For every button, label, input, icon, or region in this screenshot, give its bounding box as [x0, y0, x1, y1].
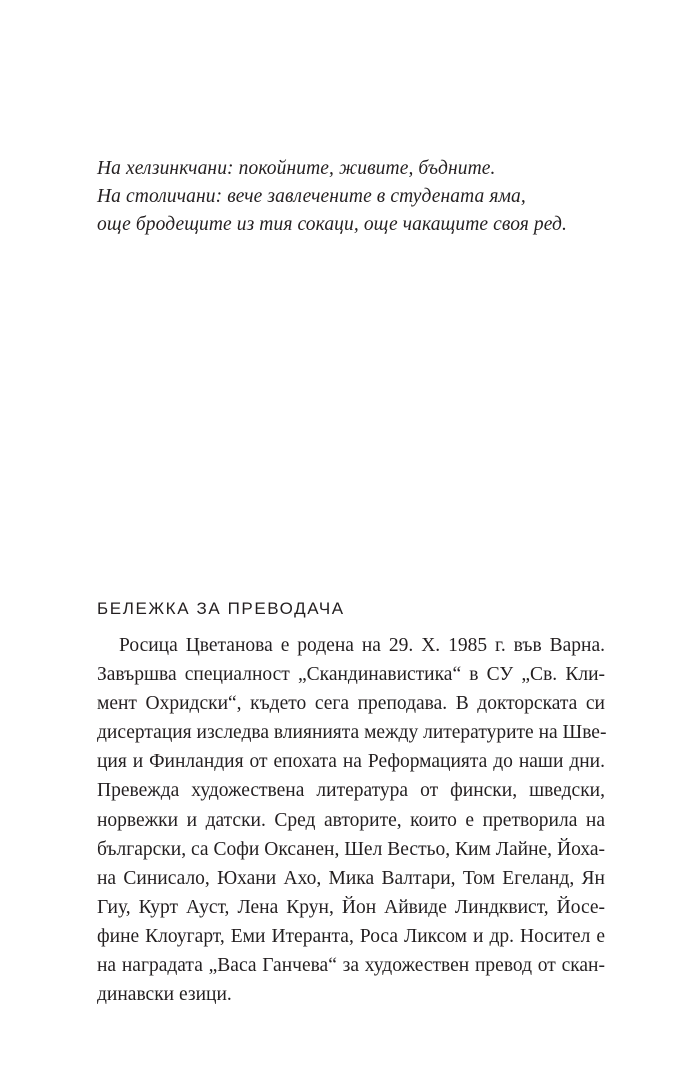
bio-line: норвежки и датски. Сред авторите, които е претворила на — [97, 809, 605, 831]
bio-line: на наградата „Васа Ганчева“ за художествен превод от скан- — [97, 955, 605, 977]
epigraph-line: още бродещите из тия сокаци, още чакащите своя ред. — [97, 214, 567, 235]
bio-line: дисертация изследва влиянията между литературите на Шве- — [97, 722, 607, 744]
bio-line: фине Клоугарт, Еми Итеранта, Роса Ликсом и др. Носител е — [97, 925, 605, 947]
bio-line: Гиу, Курт Ауст, Лена Крун, Йон Айвиде Линдквист, Йосе- — [97, 896, 605, 918]
bio-line: на Синисало, Юхани Ахо, Мика Валтари, Том Егеланд, Ян — [97, 867, 605, 889]
translator-note-heading: БЕЛЕЖКА ЗА ПРЕВОДАЧА — [97, 599, 345, 618]
epigraph-line: На хелзинкчани: покойните, живите, бъдните. — [97, 158, 496, 179]
bio-line: динавски езици. — [97, 984, 232, 1006]
bio-line: мент Охридски“, където сега преподава. В докторската си — [97, 693, 605, 715]
bio-line: български, са Софи Оксанен, Шел Вестьо, Ким Лайне, Йоха- — [97, 838, 605, 860]
translator-bio-paragraph — [97, 631, 605, 1009]
bio-line: Превежда художествена литература от фински, шведски, — [97, 780, 605, 802]
bio-line: Росица Цветанова е родена на 29. X. 1985 г. във Варна. — [119, 635, 605, 656]
bio-line: ция и Финландия от епохата на Реформацията до наши дни. — [97, 751, 605, 773]
dedication-epigraph — [97, 155, 637, 239]
bio-line: Завършва специалност „Скандинавистика“ в СУ „Св. Кли- — [97, 664, 605, 686]
epigraph-line: На столичани: вече завлечените в студената яма, — [97, 186, 526, 207]
